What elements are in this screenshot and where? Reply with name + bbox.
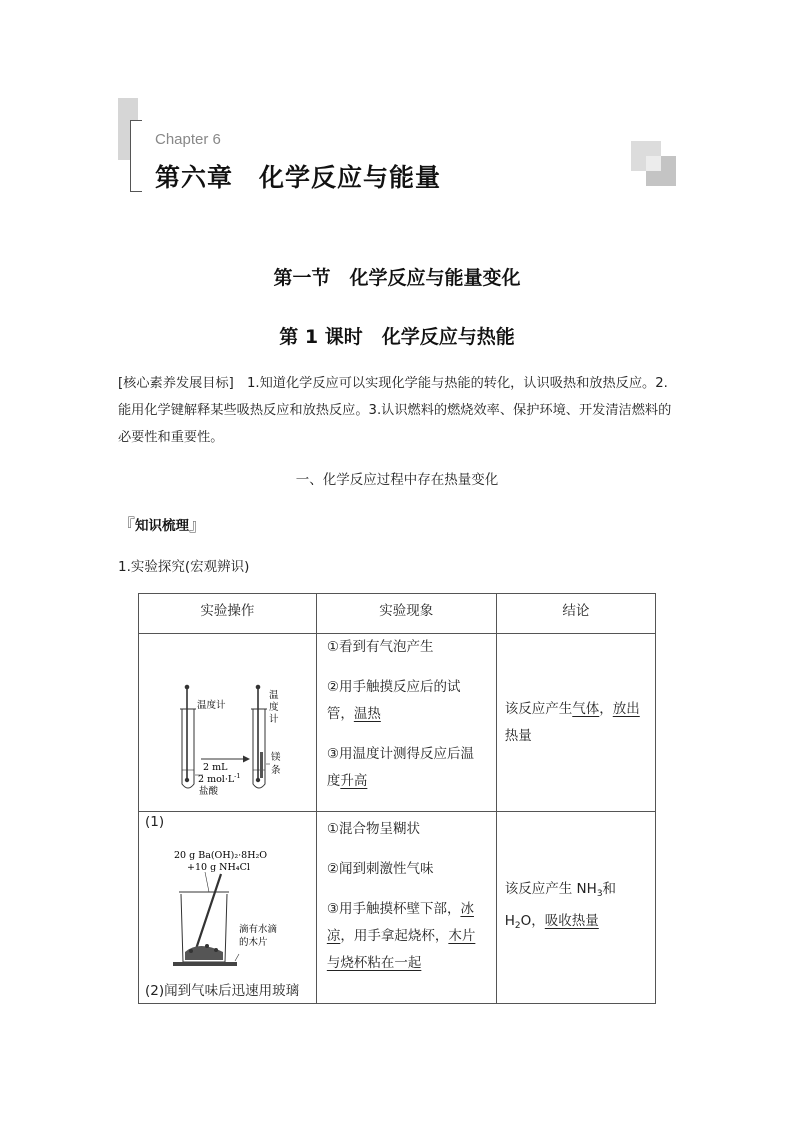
answer-underline: 木片与烧杯粘在一起 xyxy=(326,928,476,971)
step-1: (1) xyxy=(145,814,165,830)
lesson-title: 第 1 课时 化学反应与热能 xyxy=(279,326,515,348)
observation-1: ①混合物呈糊状 xyxy=(326,821,420,837)
concentration-label: 2 $mol\cdot L^{-1}$ xyxy=(198,772,241,785)
observation-1: ①看到有气泡产生 xyxy=(326,639,434,655)
answer-underline: 放出 xyxy=(612,700,640,717)
chapter-number-en: Chapter 6 xyxy=(155,131,221,148)
header-conclusion: 结论 xyxy=(496,594,655,634)
operation-cell xyxy=(139,634,317,812)
reagent-label-2: +10 g NH₄Cl xyxy=(187,862,250,873)
experiment-table xyxy=(138,593,656,1004)
beaker-apparatus-figure xyxy=(139,812,314,972)
phenomenon-cell xyxy=(316,812,496,1004)
answer-underline: 升高 xyxy=(340,773,368,789)
observation-3: ③用手触摸杯壁下部，冰凉，用手拿起烧杯，木片与烧杯粘在一起 xyxy=(326,901,476,971)
acid-label: 盐酸 xyxy=(199,786,219,797)
answer-underline: 气体 xyxy=(572,700,600,717)
magnesium-label-2: 条 xyxy=(271,765,281,776)
observation-2: ②闻到刺激性气味 xyxy=(326,861,434,877)
thermometer-label-v3: 计 xyxy=(269,714,279,725)
answer-underline: 温热 xyxy=(353,706,381,722)
conclusion-cell: 该反应产生气体，放出热量 xyxy=(496,634,655,812)
knowledge-heading xyxy=(118,511,206,536)
core-goals xyxy=(118,370,678,451)
header-bracket xyxy=(130,120,142,192)
board-label-1: 滴有水滴 xyxy=(239,924,278,935)
answer-underline: 冰凉 xyxy=(326,901,474,944)
thermometer-label-v2: 度 xyxy=(269,702,279,713)
observation-3: ③用温度计测得反应后温度升高 xyxy=(326,746,474,789)
test-tube-apparatus-figure xyxy=(139,634,314,810)
header-phenomenon: 实验现象 xyxy=(316,594,496,634)
operation-cell xyxy=(139,812,317,1004)
observation-2: ②用手触摸反应后的试管，温热 xyxy=(326,679,461,722)
part-heading: 一、化学反应过程中存在热量变化 xyxy=(295,472,499,488)
table-row xyxy=(139,812,656,1004)
board-label-2: 的木片 xyxy=(239,937,268,948)
phenomenon-cell xyxy=(316,634,496,812)
conclusion-cell: 该反应产生 $NH_3$和 $H_2O$，吸收热量 xyxy=(496,812,655,1004)
table-header-row xyxy=(139,594,656,634)
volume-label: 2 mL xyxy=(203,762,228,773)
step-2: (2)闻到气味后迅速用玻璃 xyxy=(145,983,300,999)
answer-underline: 吸收热量 xyxy=(544,912,599,929)
bracket-icon: 』 xyxy=(189,516,206,536)
knowledge-heading-text: 知识梳理 xyxy=(135,518,189,534)
section-title: 第一节 化学反应与能量变化 xyxy=(273,267,521,289)
thermometer-label: 温度计 xyxy=(197,700,226,711)
table-row xyxy=(139,634,656,812)
bracket-icon: 『 xyxy=(118,516,135,536)
experiment-title: 1.实验探究(宏观辨识) xyxy=(118,559,250,575)
thermometer-label-v1: 温 xyxy=(269,690,279,701)
goals-text: 1.知道化学反应可以实现化学能与热能的转化，认识吸热和放热反应。2.能用化学键解释某些吸热反应和放热反应。3.认识燃料的燃烧效率、保护环境、开发清洁燃料的必要性和重要性。 xyxy=(118,376,672,445)
goals-tag: [核心素养发展目标] xyxy=(118,376,234,391)
chapter-title: 第六章 化学反应与能量 xyxy=(155,163,442,192)
header-operation: 实验操作 xyxy=(139,594,317,634)
magnesium-label-1: 镁 xyxy=(271,752,281,763)
corner-decoration xyxy=(646,156,661,171)
reagent-label-1: 20 g Ba(OH)₂·8H₂O xyxy=(174,850,268,861)
